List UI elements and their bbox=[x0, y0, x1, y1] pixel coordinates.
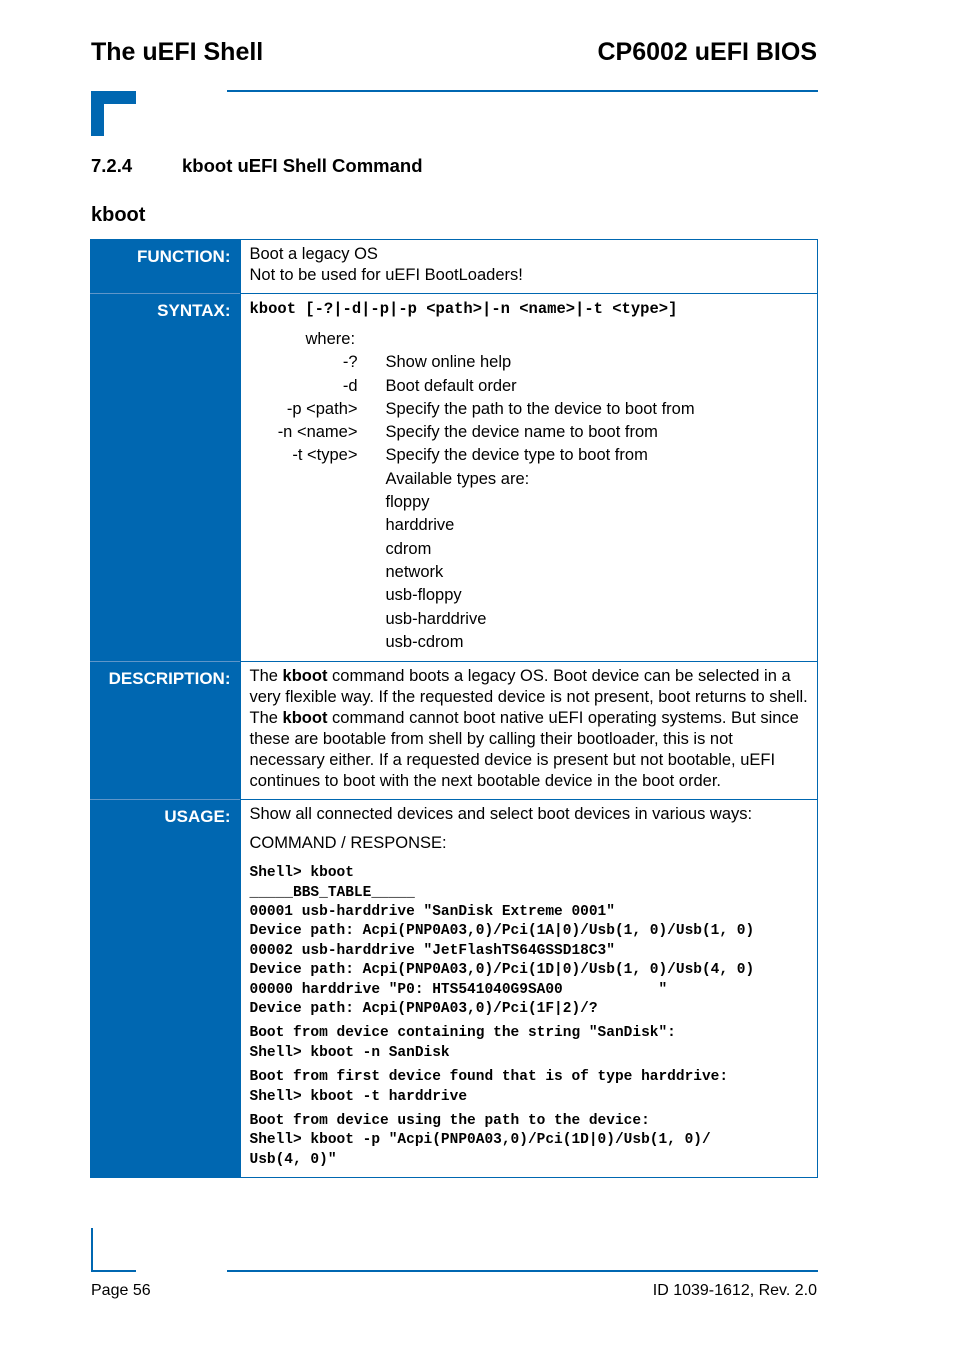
section-title: kboot uEFI Shell Command bbox=[182, 155, 423, 176]
syntax-command: kboot [-?|-d|-p|-p <path>|-n <name>|-t <type>] bbox=[249, 300, 678, 318]
corner-bracket-bottom-icon bbox=[91, 1228, 136, 1272]
option-key bbox=[250, 584, 358, 607]
description-part: The bbox=[249, 667, 283, 686]
description-part: command boots a legacy OS. Boot device can be selected in a very flexible way. If the requested device is not present, boot returns to shell. The bbox=[249, 667, 808, 728]
option-desc: Specify the path to the device to boot from bbox=[385, 399, 695, 418]
function-row bbox=[90, 240, 818, 294]
header-title-right: CP6002 uEFI BIOS bbox=[597, 38, 817, 66]
option-row bbox=[250, 491, 809, 514]
option-row bbox=[250, 398, 809, 421]
description-text bbox=[250, 666, 809, 792]
option-row bbox=[250, 561, 809, 584]
option-key bbox=[250, 514, 358, 537]
option-key bbox=[250, 631, 358, 654]
option-key: -t <type> bbox=[292, 446, 358, 465]
syntax-content bbox=[240, 294, 818, 662]
option-row bbox=[250, 421, 809, 444]
option-row bbox=[250, 584, 809, 607]
function-content bbox=[240, 240, 818, 294]
option-row bbox=[250, 444, 809, 467]
header-rule bbox=[227, 90, 818, 92]
option-key bbox=[250, 561, 358, 584]
function-line: Boot a legacy OS bbox=[249, 245, 378, 263]
option-desc: network bbox=[385, 562, 444, 581]
corner-bracket-icon bbox=[91, 91, 136, 136]
description-row bbox=[90, 662, 818, 800]
option-row bbox=[250, 375, 809, 398]
option-desc: Show online help bbox=[385, 353, 512, 372]
option-desc: Specify the device type to boot from bbox=[385, 446, 648, 465]
code-block: Boot from device containing the string "SanDisk": Shell> kboot -n SanDisk bbox=[249, 1025, 676, 1061]
option-row bbox=[250, 538, 809, 561]
option-desc: usb-harddrive bbox=[385, 609, 487, 628]
option-row bbox=[250, 468, 809, 491]
footer-rule bbox=[227, 1270, 818, 1272]
syntax-row bbox=[90, 294, 818, 662]
option-row bbox=[250, 351, 809, 374]
function-label: FUNCTION: bbox=[90, 240, 240, 294]
document-id: ID 1039-1612, Rev. 2.0 bbox=[652, 1282, 817, 1299]
option-desc: cdrom bbox=[385, 539, 432, 558]
option-key: -d bbox=[342, 376, 358, 395]
usage-row bbox=[90, 800, 818, 1178]
option-key: -? bbox=[342, 353, 358, 372]
option-desc: floppy bbox=[385, 493, 430, 512]
option-desc: harddrive bbox=[385, 516, 455, 535]
option-desc: Available types are: bbox=[385, 469, 530, 488]
usage-intro: Show all connected devices and select boot devices in various ways: bbox=[249, 805, 753, 824]
syntax-label: SYNTAX: bbox=[90, 294, 240, 662]
option-key bbox=[250, 608, 358, 631]
page-number: Page 56 bbox=[91, 1282, 151, 1299]
option-row bbox=[250, 514, 809, 537]
description-command-bold: kboot bbox=[282, 667, 328, 686]
description-label: DESCRIPTION: bbox=[90, 662, 240, 800]
syntax-where-label: where: bbox=[305, 330, 356, 348]
option-key bbox=[250, 491, 358, 514]
option-desc: Specify the device name to boot from bbox=[385, 423, 658, 442]
option-desc: Boot default order bbox=[385, 376, 517, 395]
option-desc: usb-cdrom bbox=[385, 632, 464, 651]
header-title-left: The uEFI Shell bbox=[91, 38, 264, 66]
code-block: Shell> kboot _____BBS_TABLE_____ 00001 usb-harddrive "SanDisk Extreme 0001" Device path: Acpi(PNP0A03,0)/Pci(1A|0)/Usb(1, 0)/Usb(1, 0) 00002 usb-harddrive "JetFlashTS64GSSD18C3" Device path: Acpi(PNP0A03,0)/Pci(1D|0)/Usb(1, 0)/Usb(4, 0) 00000 harddrive "P0: HTS541040G9SA00 " Device path: Acpi(PNP0A03,0)/Pci(1F|2)/? bbox=[249, 865, 755, 1017]
command-heading: kboot bbox=[91, 204, 146, 226]
option-key: -n <name> bbox=[277, 423, 358, 442]
usage-content bbox=[240, 800, 818, 1178]
section-number: 7.2.4 bbox=[91, 155, 133, 176]
option-row bbox=[250, 608, 809, 631]
option-key bbox=[250, 538, 358, 561]
option-row bbox=[250, 631, 809, 654]
command-table bbox=[90, 239, 818, 1178]
description-content bbox=[240, 662, 818, 800]
syntax-options bbox=[250, 351, 809, 654]
function-line: Not to be used for uEFI BootLoaders! bbox=[249, 266, 523, 284]
code-block: Boot from device using the path to the device: Shell> kboot -p "Acpi(PNP0A03,0)/Pci(1D|0)/Usb(1, 0)/ Usb(4, 0)" bbox=[249, 1113, 711, 1168]
description-command-bold: kboot bbox=[282, 709, 328, 728]
option-key bbox=[250, 468, 358, 491]
command-response-label: COMMAND / RESPONSE: bbox=[249, 834, 447, 853]
usage-label: USAGE: bbox=[90, 800, 240, 1178]
description-part: command cannot boot native uEFI operating systems. But since these are bootable from shell by calling their bootloader, this is not necessary either. If a requested device is present but not bootable, uEFI continues to boot with the next bootable device in the boot order. bbox=[249, 709, 799, 791]
option-desc: usb-floppy bbox=[385, 586, 462, 605]
code-block: Boot from first device found that is of type harddrive: Shell> kboot -t harddrive bbox=[249, 1069, 729, 1105]
option-key: -p <path> bbox=[286, 399, 358, 418]
